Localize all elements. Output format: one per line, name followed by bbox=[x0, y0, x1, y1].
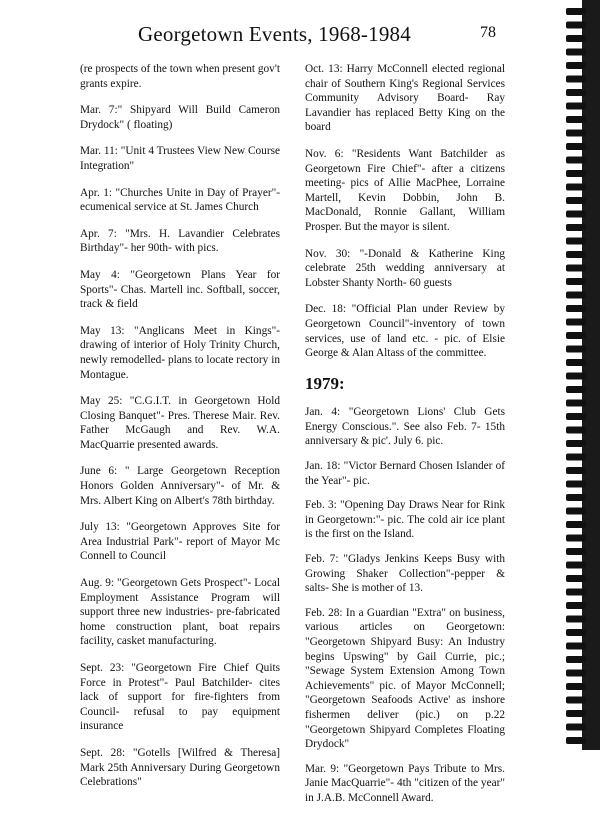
page-number: 78 bbox=[480, 24, 496, 41]
binding-coil bbox=[566, 575, 586, 582]
right-column bbox=[305, 62, 505, 816]
event-entry: June 6: " Large Georgetown Reception Honors Golden Anniversary"- of Mr. & Mrs. Albert King on Albert's 78th birthday. bbox=[80, 465, 280, 507]
binding-coil bbox=[566, 737, 586, 744]
event-entry: Feb. 7: "Gladys Jenkins Keeps Busy with Growing Shaker Collection"-pepper & salts- She is mother of 13. bbox=[305, 553, 505, 595]
binding-coil bbox=[566, 143, 586, 150]
binding-coil bbox=[566, 238, 586, 245]
binding-coil bbox=[566, 292, 586, 299]
binding-coil bbox=[566, 62, 586, 69]
binding-coil bbox=[566, 265, 586, 272]
binding-coil bbox=[566, 103, 586, 110]
binding-coil bbox=[566, 521, 586, 528]
binding-coil bbox=[566, 251, 586, 258]
binding-coil bbox=[566, 8, 586, 15]
event-entry: Apr. 1: "Churches Unite in Day of Prayer"- ecumenical service at St. James Church bbox=[80, 186, 280, 214]
binding-coil bbox=[566, 224, 586, 231]
binding-coil bbox=[566, 278, 586, 285]
binding-coil bbox=[566, 76, 586, 83]
event-entry: Jan. 18: "Victor Bernard Chosen Islander of the Year"- pic. bbox=[305, 460, 505, 487]
event-entry: Nov. 30: "-Donald & Katherine King celebrate 25th wedding anniversary at Lobster Shanty North- 60 guests bbox=[305, 247, 505, 289]
year-heading: 1979: bbox=[305, 373, 345, 393]
binding-coil bbox=[566, 616, 586, 623]
binding-coil bbox=[566, 562, 586, 569]
binding-coil bbox=[566, 157, 586, 164]
event-entry: (re prospects of the town when present gov't grants expire. bbox=[80, 63, 280, 90]
binding-coil bbox=[566, 22, 586, 29]
event-entry: Aug. 9: "Georgetown Gets Prospect"- Local Employment Assistance Program will support three new industries- pre-fabricated home construction plant, boat repairs facility, casket manufacturing. bbox=[80, 577, 280, 648]
binding-coil bbox=[566, 656, 586, 663]
binding-coil bbox=[566, 683, 586, 690]
event-entry: Nov. 6: "Residents Want Batchilder as Georgetown Fire Chief"- after a citizens meeting- pics of Allie MacPhee, Lorraine Martell, Kevin Dobbin, John B. MacDonald, Ronnie Gallant, William Prosper. But the mayor is silent. bbox=[305, 147, 505, 233]
binding-coil bbox=[566, 89, 586, 96]
event-entry: Sept. 23: "Georgetown Fire Chief Quits Force in Protest"- Paul Batchilder- cites lack of support for fire-fighters from Council- refusal to pay equipment insurance bbox=[80, 662, 280, 733]
event-entry: Feb. 3: "Opening Day Draws Near for Rink in Georgetown:"- pic. The cold air ice plant is the first on the Island. bbox=[305, 499, 505, 541]
event-entry: Apr. 7: "Mrs. H. Lavandier Celebrates Birthday"- her 90th- with pics. bbox=[80, 227, 280, 255]
binding-coil bbox=[566, 346, 586, 353]
binding-coil bbox=[566, 413, 586, 420]
event-entry: Jan. 4: "Georgetown Lions' Club Gets Energy Conscious.". See also Feb. 7- 15th anniversary & pic'. July 6. pic. bbox=[305, 406, 505, 448]
binding-coil bbox=[566, 116, 586, 123]
binding-coil bbox=[566, 197, 586, 204]
binding-coil bbox=[566, 494, 586, 501]
event-entry: May 25: "C.G.I.T. in Georgetown Hold Closing Banquet"- Pres. Therese Mair. Rev. Father McGaugh and Rev. W.A. MacQuarrie presented awards. bbox=[80, 395, 280, 451]
event-entry: Mar. 9: "Georgetown Pays Tribute to Mrs. Janie MacQuarrie"- 4th "citizen of the year" in J.A.B. McConnell Award. bbox=[305, 762, 505, 804]
binding-coil bbox=[566, 386, 586, 393]
binding-coil bbox=[566, 602, 586, 609]
binding-coil bbox=[566, 427, 586, 434]
binding-coil bbox=[566, 305, 586, 312]
binding-coil bbox=[566, 548, 586, 555]
event-entry: May 13: "Anglicans Meet in Kings"- drawing of interior of Holy Trinity Church, newly remodelled- plans to locate rectory in Montague. bbox=[80, 324, 280, 381]
event-entry: Dec. 18: "Official Plan under Review by Georgetown Council"-inventory of town services, use of land etc. - pic. of Elsie George & Alan Altass of the committee. bbox=[305, 303, 505, 360]
binding-coil bbox=[566, 359, 586, 366]
binding-coil bbox=[566, 184, 586, 191]
binding-coil bbox=[566, 319, 586, 326]
binding-coil bbox=[566, 724, 586, 731]
event-entry: Sept. 28: "Gotells [Wilfred & Theresa] Mark 25th Anniversary During Georgetown Celebrations" bbox=[80, 746, 280, 789]
binding-coil bbox=[566, 643, 586, 650]
binding-coil bbox=[566, 535, 586, 542]
binding-coil bbox=[566, 170, 586, 177]
event-entry: Mar. 7:" Shipyard Will Build Cameron Drydock" ( floating) bbox=[80, 104, 280, 131]
event-entry: Mar. 11: "Unit 4 Trustees View New Course Integration" bbox=[80, 145, 280, 172]
binding-coil bbox=[566, 332, 586, 339]
binding-coil bbox=[566, 211, 586, 218]
binding-coil bbox=[566, 454, 586, 461]
event-entry: May 4: "Georgetown Plans Year for Sports"- Chas. Martell inc. Softball, soccer, track & field bbox=[80, 268, 280, 311]
binding-coil bbox=[566, 710, 586, 717]
binding-coil bbox=[566, 481, 586, 488]
page-title: Georgetown Events, 1968-1984 bbox=[138, 22, 411, 46]
binding-coil bbox=[566, 697, 586, 704]
binding-coil bbox=[566, 440, 586, 447]
binding-coil bbox=[566, 589, 586, 596]
binding-coil bbox=[566, 373, 586, 380]
binding-coil bbox=[566, 629, 586, 636]
binding-coil bbox=[566, 508, 586, 515]
event-entry: Oct. 13: Harry McConnell elected regional chair of Southern King's Regional Services Community Advisory Board- Ray Lavandier has replaced Betty King on the board bbox=[305, 63, 505, 134]
left-column bbox=[80, 62, 280, 802]
binding-coil bbox=[566, 35, 586, 42]
binding-coil bbox=[566, 130, 586, 137]
event-entry: July 13: "Georgetown Approves Site for Area Industrial Park"- report of Mayor Mc Connell to Council bbox=[80, 521, 280, 563]
binding-coil bbox=[566, 400, 586, 407]
event-entry: Feb. 28: In a Guardian "Extra" on business, various articles on Georgetown: "Georgetown Shipyard Busy: An Industry begins Upswing" by Gail Currie, pic.; "Sewage System Extension Among Town Achievements" pic. of Mayor McConnell; "Georgetown Seafoods Active' as inshore fishermen deliver (pic.) on p.22 "Georgetown Shipyard Completes Floating Drydock" bbox=[305, 606, 505, 751]
spiral-binding bbox=[552, 0, 600, 750]
binding-coil bbox=[566, 670, 586, 677]
binding-coil bbox=[566, 467, 586, 474]
binding-coil bbox=[566, 49, 586, 56]
